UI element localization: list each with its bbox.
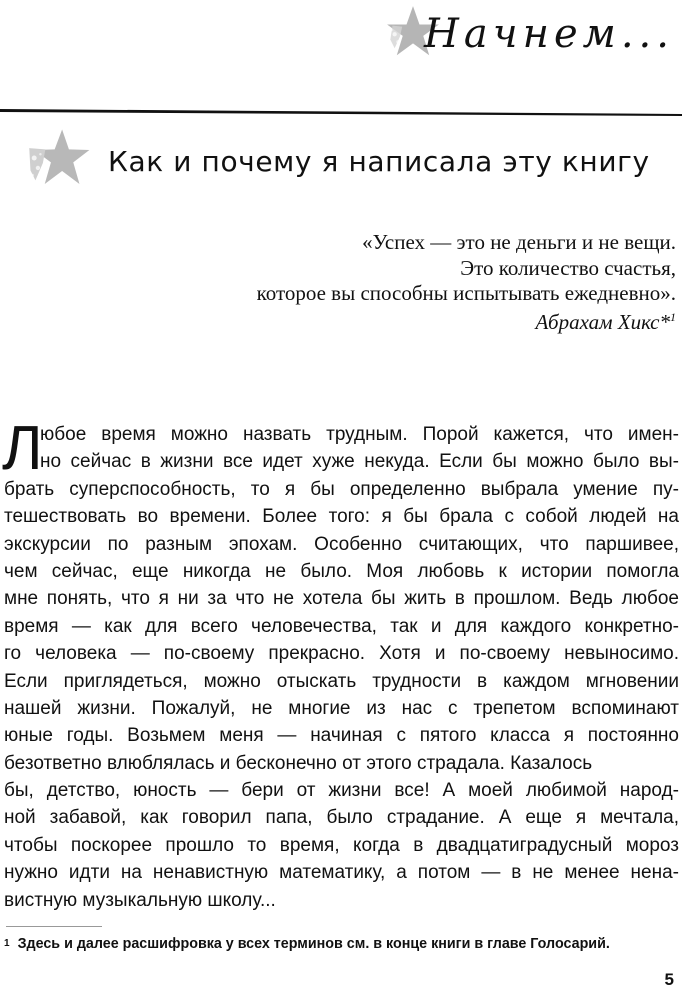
body-line: го человека — по-своему прекрасно. Хотя и по-своему невыносимо. [4, 643, 679, 665]
section-star-icon [28, 126, 90, 190]
body-line: юбое время можно назвать трудным. Порой кажется, что имен- [40, 424, 679, 445]
body-line: Если приглядеться, можно отыскать трудности в каждом мгновении [4, 670, 679, 692]
body-line: безответно влюблялась и бесконечно от этого страдала. Казалось [4, 752, 593, 774]
footnote-text: Здесь и далее расшифровка у всех терминов см. в конце книги в главе Голосарий. [17, 936, 610, 952]
body-line: чем сейчас, еще никогда не было. Моя любовь к истории помогла [4, 560, 679, 582]
body-line: брать суперспособность, то я бы определенно выбрала умение пу- [4, 478, 679, 500]
epigraph-line: «Успех — это не деньги и не вещи. [362, 230, 676, 254]
page-number: 5 [664, 970, 674, 989]
body-line: время — как для всего человечества, так и для каждого конкретно- [4, 615, 679, 637]
body-line: бы, детство, юность — бери от жизни все! А моей любимой народ- [4, 780, 679, 802]
epigraph-line: которое вы способны испытывать ежедневно». [256, 281, 676, 305]
body-line: мне понять, что я ни за что не хотела бы жить в прошлом. Ведь любое [4, 588, 679, 610]
footnote [4, 934, 679, 954]
body-line: нужно идти на ненавистную математику, а потом — в не менее нена- [4, 862, 679, 884]
epigraph-footnote-ref: 1 [670, 309, 676, 324]
footnote-mark: 1 [4, 938, 10, 949]
footnote-divider [6, 926, 102, 927]
epigraph-line: Это количество счастья, [460, 255, 676, 280]
body-line: вистную музыкальную школу... [4, 889, 276, 911]
body-line: ной забавой, как говорил папа, было страдание. А еще я мечтала, [4, 807, 679, 829]
epigraph-author-name: Абрахам Хикс* [535, 309, 670, 334]
body-paragraph [2, 414, 679, 914]
body-line: нашей жизни. Пожалуй, не многие из нас с трепетом вспоминают [4, 697, 679, 719]
body-line: чтобы поскорее прошло то время, когда в двадцатиградусный мороз [4, 834, 679, 856]
epigraph-author [156, 310, 676, 336]
body-line: юные годы. Возьмем меня — начиная с пятого класса я постоянно [4, 725, 679, 747]
body-line: экскурсии по разным эпохам. Особенно считающих, что паршивее, [4, 533, 679, 555]
section-title: Как и почему я написала эту книгу [108, 145, 650, 178]
body-line: но сейчас в жизни все идет хуже некуда. Если бы можно было вы- [40, 451, 679, 473]
drop-cap: Л [2, 414, 43, 483]
epigraph [156, 230, 676, 335]
header-divider [0, 106, 682, 122]
running-header-title: Начнем... [424, 11, 674, 57]
body-line: тешествовать во времени. Более того: я бы брала с собой людей на [4, 506, 679, 528]
